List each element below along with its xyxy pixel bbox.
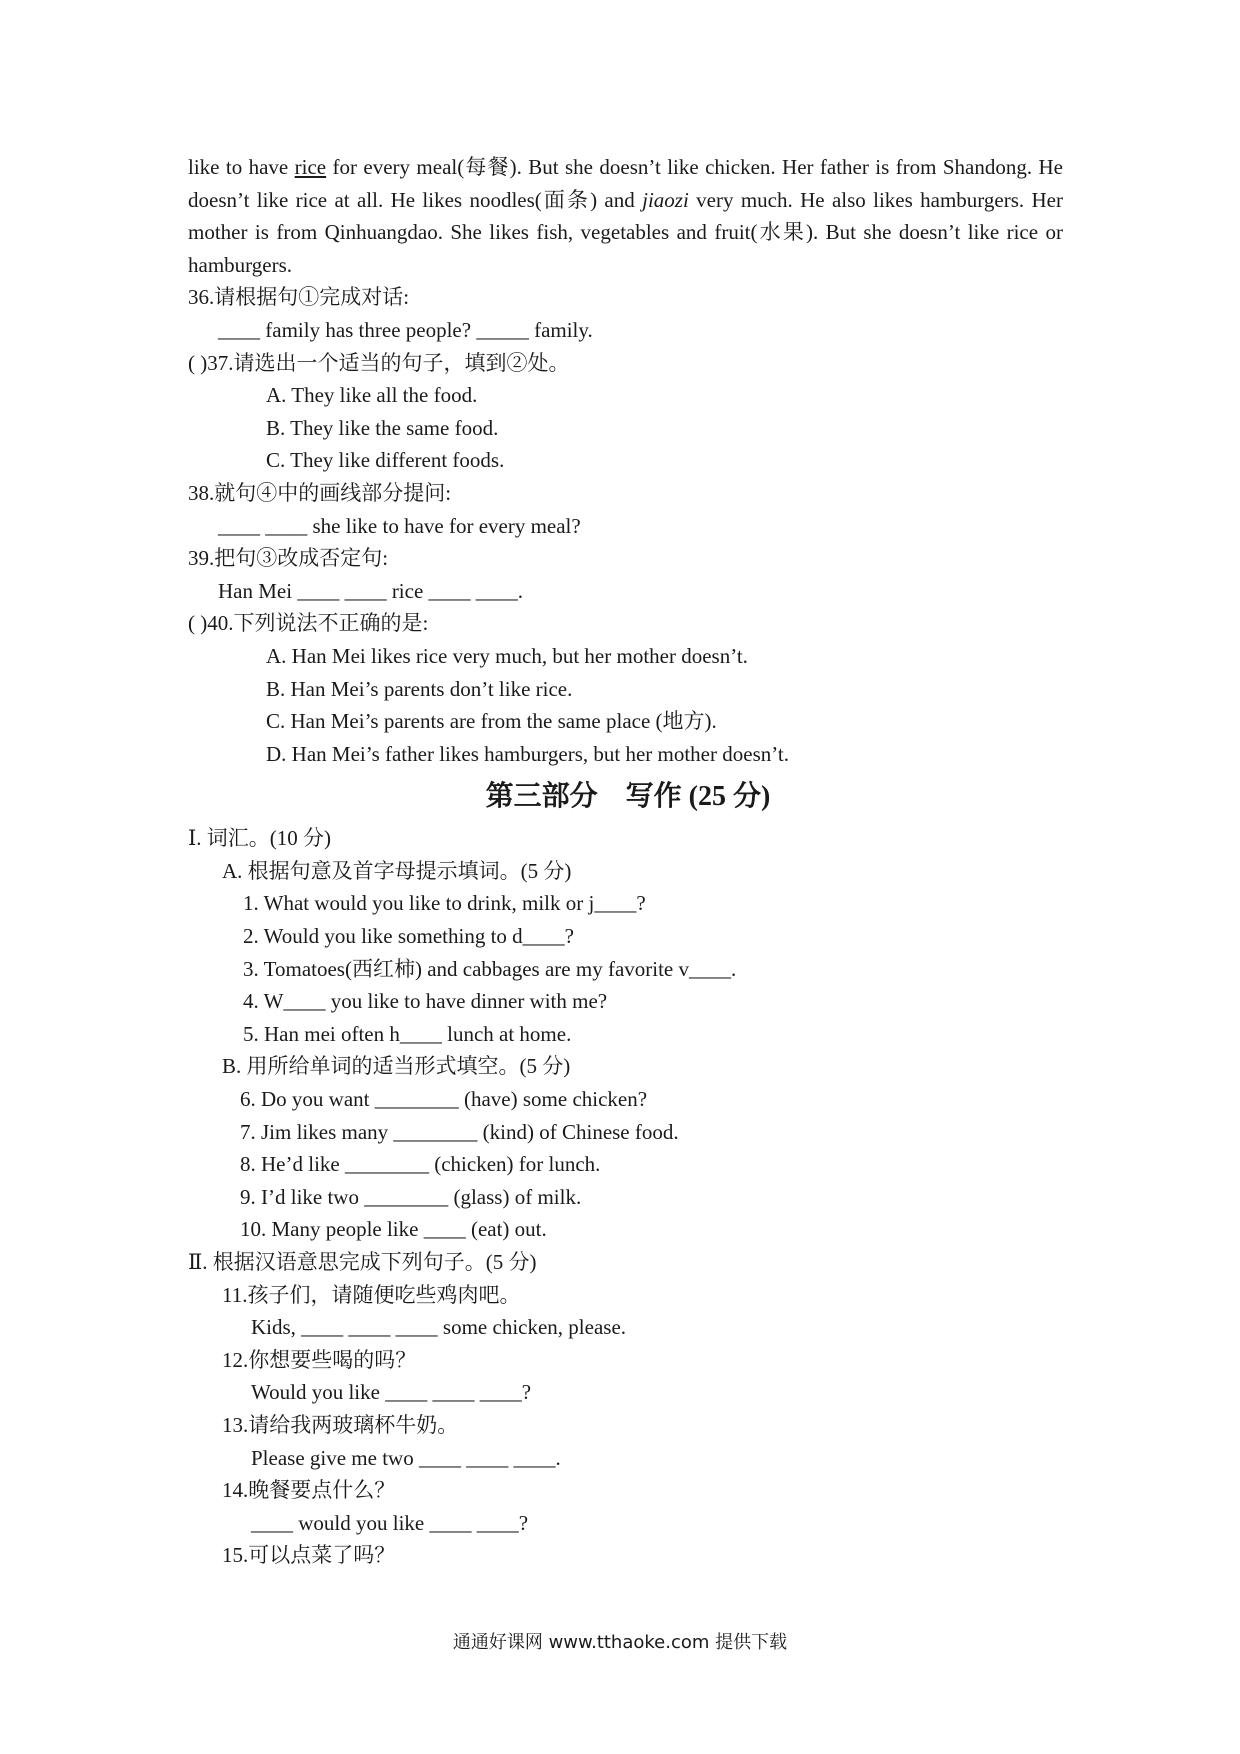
passage-italic-jiaozi: jiaozi (642, 187, 689, 212)
reading-passage (188, 151, 1063, 281)
writing-question-line: B. 用所给单词的适当形式填空。(5 分) (222, 1054, 571, 1079)
reading-question-line: ( )37.请选出一个适当的句子，填到②处。 (188, 350, 570, 375)
section-title: 第三部分 写作 (25 分) (485, 781, 771, 813)
passage-text-1: like to have (188, 155, 295, 179)
passage-text-3: very much. He also likes hamburgers. Her mother is from Qinhuangdao. She likes fish, vegetables and fruit(水果). But she doesn’t like rice or hamburgers. (188, 187, 1063, 277)
writing-question-line: Kids, ____ ____ ____ some chicken, please. (251, 1315, 627, 1340)
writing-question-line: 4. W____ you like to have dinner with me? (243, 989, 608, 1014)
writing-question-line: 8. He’d like ________ (chicken) for lunch. (240, 1152, 601, 1177)
writing-question-line: 15.可以点菜了吗？ (222, 1543, 396, 1568)
reading-question-line: C. Han Mei’s parents are from the same place (地方). (266, 709, 717, 734)
writing-question-line: 1. What would you like to drink, milk or j____? (243, 891, 646, 916)
reading-question-line: B. Han Mei’s parents don’t like rice. (266, 676, 573, 701)
page-content (188, 151, 1068, 1572)
writing-question-line: 10. Many people like ____ (eat) out. (240, 1217, 547, 1242)
passage-underlined-rice: rice (294, 155, 327, 179)
reading-question-line: A. They like all the food. (266, 383, 478, 408)
reading-question-line: D. Han Mei’s father likes hamburgers, but her mother doesn’t. (266, 741, 789, 766)
writing-question-line: 3. Tomatoes(西红柿) and cabbages are my favorite v____. (243, 956, 737, 981)
writing-question-line: 11.孩子们，请随便吃些鸡肉吧。 (222, 1282, 521, 1307)
reading-question-line: ____ family has three people? _____ family. (218, 317, 593, 342)
reading-question-line: C. They like different foods. (266, 448, 505, 473)
reading-question-line: 38.就句④中的画线部分提问: (188, 480, 452, 505)
writing-question-line: Ⅰ. 词汇。(10 分) (188, 826, 332, 851)
reading-question-line: Han Mei ____ ____ rice ____ ____. (218, 578, 524, 603)
writing-question-line: Would you like ____ ____ ____? (251, 1380, 532, 1405)
reading-question-line: 36.请根据句①完成对话: (188, 285, 410, 310)
writing-question-line: 2. Would you like something to d____? (243, 924, 574, 949)
writing-question-line: 7. Jim likes many ________ (kind) of Chinese food. (240, 1119, 679, 1144)
writing-question-line: A. 根据句意及首字母提示填词。(5 分) (222, 858, 572, 883)
writing-question-line: 5. Han mei often h____ lunch at home. (243, 1021, 572, 1046)
reading-question-line: ( )40.下列说法不正确的是: (188, 611, 429, 636)
writing-question-line: 13.请给我两玻璃杯牛奶。 (222, 1412, 459, 1437)
writing-question-line: Ⅱ. 根据汉语意思完成下列句子。(5 分) (188, 1250, 537, 1274)
reading-question-line: A. Han Mei likes rice very much, but her mother doesn’t. (266, 643, 748, 668)
reading-question-line: 39.把句③改成否定句: (188, 546, 389, 571)
footer-watermark: 通通好课网 www.tthaoke.com 提供下载 (452, 1632, 788, 1653)
passage-text-2: for every meal(每餐). But she doesn’t like chicken. Her father is from Shandong. He doesn’t like rice at all. He likes noodles(面条) and (188, 155, 1063, 212)
reading-question-line: B. They like the same food. (266, 415, 499, 440)
writing-question-line: 12.你想要些喝的吗？ (222, 1347, 417, 1372)
writing-question-line: 14.晚餐要点什么？ (222, 1478, 396, 1503)
writing-questions (188, 822, 1068, 1572)
writing-question-line: 9. I’d like two ________ (glass) of milk. (240, 1184, 582, 1209)
reading-question-line: ____ ____ she like to have for every meal? (218, 513, 581, 538)
writing-question-line: 6. Do you want ________ (have) some chicken? (240, 1087, 648, 1112)
writing-question-line: Please give me two ____ ____ ____. (251, 1445, 561, 1470)
reading-questions (188, 281, 1068, 770)
writing-question-line: ____ would you like ____ ____? (251, 1510, 529, 1535)
